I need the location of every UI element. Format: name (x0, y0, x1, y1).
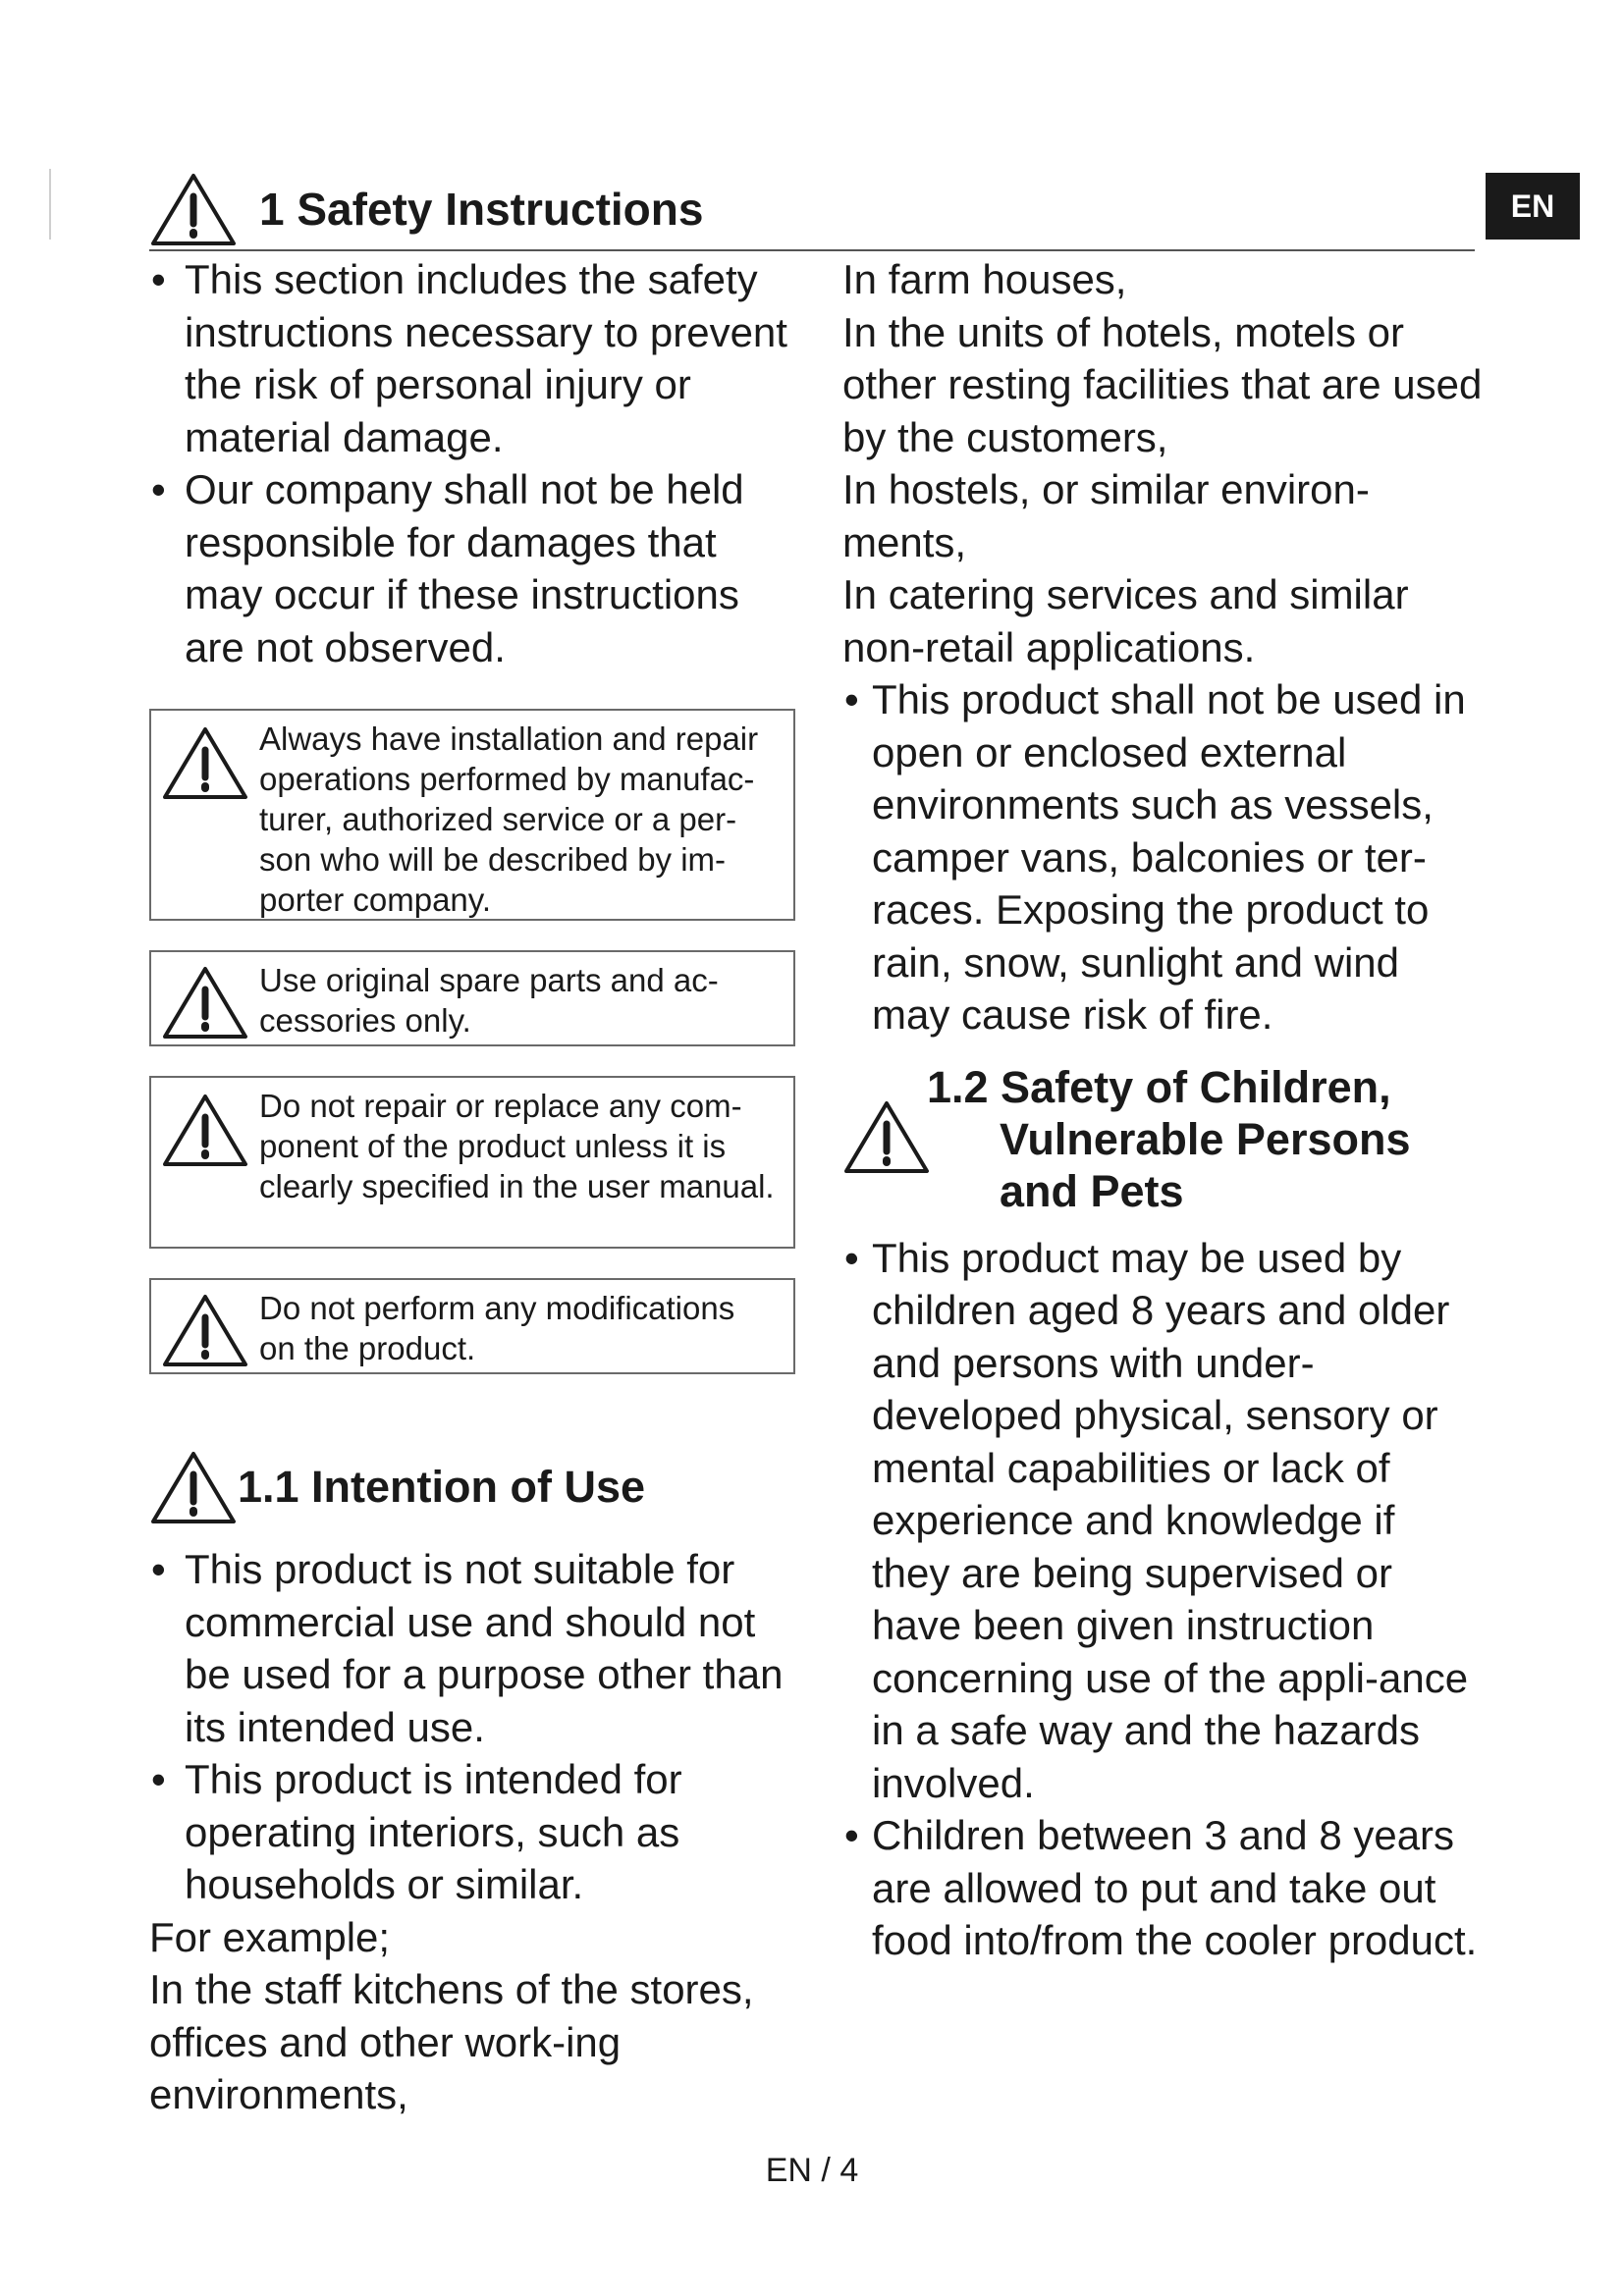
section-1-2-title-line3: and Pets (1000, 1165, 1184, 1216)
page-title: 1 Safety Instructions (259, 184, 704, 235)
warning-triangle-icon (842, 1098, 931, 1175)
children-bullet: • This product may be used by children aged 8 years and older and persons with under-developed physical, sensory or mental capabilities or lack of experience and knowledge if they are being supervised or have been given instruction concerning use of the appli-ance in a safe way and the hazards involved. (842, 1232, 1483, 1810)
section-1-2-title-line1: 1.2 Safety of Children, (927, 1061, 1391, 1112)
warning-box (149, 950, 795, 1046)
warning-box (149, 1076, 795, 1249)
example-item: In hostels, or similar environ-ments, (842, 466, 1370, 565)
warning-text: Do not repair or replace any com-ponent of the product unless it is clearly specified in the user manual. (259, 1088, 775, 1204)
intro-bullet: • This section includes the safety instructions necessary to prevent the risk of personal injury or material damage. (149, 253, 795, 463)
margin-rule (49, 169, 51, 240)
right-column (842, 251, 1483, 1967)
section-1-1-title: 1.1 Intention of Use (238, 1462, 646, 1512)
warning-box (149, 1278, 795, 1374)
example-item: In the units of hotels, motels or other resting facilities that are used by the customers, (842, 308, 1483, 460)
section-1-1-heading (149, 1447, 795, 1529)
section-1-2-heading (842, 1061, 1483, 1218)
warning-triangle-icon (161, 964, 249, 1041)
warning-triangle-icon (161, 1092, 249, 1168)
warning-triangle-icon (161, 724, 249, 801)
children-bullet: • Children between 3 and 8 years are allowed to put and take out food into/from the cooler product. (842, 1809, 1483, 1967)
example-item: In farm houses, (842, 256, 1127, 302)
example-item: In catering services and similar non-retail applications. (842, 571, 1409, 670)
for-example-label: For example; (149, 1913, 391, 1960)
warning-text: Use original spare parts and ac-cessories only. (259, 962, 719, 1039)
external-use-bullet: • This product shall not be used in open or enclosed external environments such as vessels, camper vans, balconies or ter-races. Exposing the product to rain, snow, sunlight and wind may cause risk of fire. (842, 673, 1483, 1041)
warning-triangle-icon (161, 1292, 249, 1368)
warning-triangle-icon (149, 171, 238, 247)
warning-text: Do not perform any modifications on the product. (259, 1290, 735, 1366)
section-1-2-title-line2: Vulnerable Persons (1000, 1113, 1411, 1164)
warning-triangle-icon (149, 1449, 238, 1525)
left-column (149, 251, 795, 2121)
intention-bullet: • This product is intended for operating interiors, such as households or similar. (149, 1753, 795, 1911)
page-number: EN / 4 (765, 2152, 859, 2189)
warning-box (149, 709, 795, 921)
intro-bullet: • Our company shall not be held responsible for damages that may occur if these instructions are not observed. (149, 463, 795, 673)
language-tab: EN (1486, 173, 1580, 240)
example-item: In the staff kitchens of the stores, offices and other work-ing environments, (149, 1966, 754, 2117)
intention-bullet: • This product is not suitable for commercial use and should not be used for a purpose other than its intended use. (149, 1543, 795, 1753)
warning-text: Always have installation and repair operations performed by manufac-turer, authorized service or a per-son who will be described by im-porter company. (259, 721, 759, 918)
section-header (149, 169, 1475, 249)
